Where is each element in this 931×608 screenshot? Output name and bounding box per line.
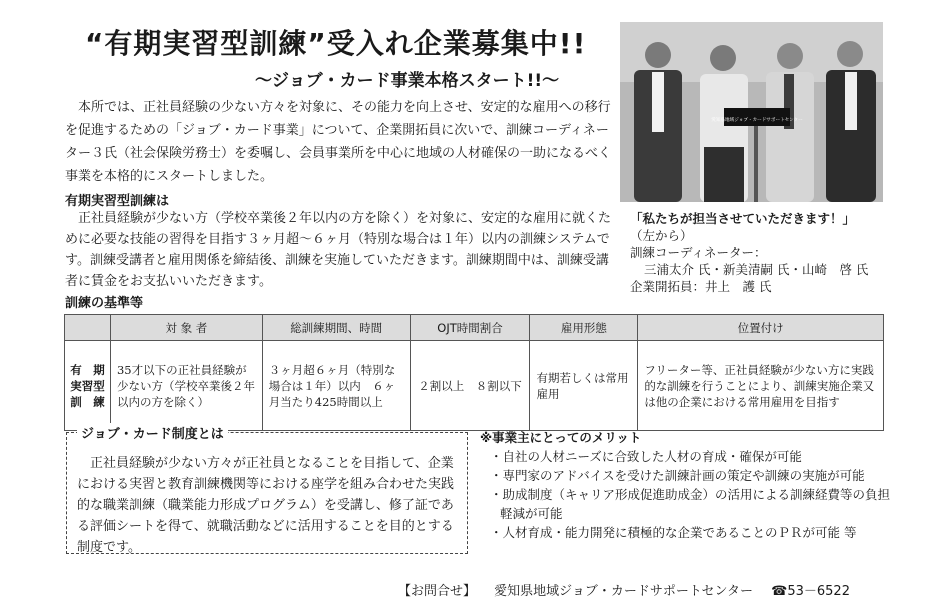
page-subtitle: ～ジョブ・カード事業本格スタート!!～ xyxy=(255,71,560,91)
table-header-cell: 対 象 者 xyxy=(110,315,262,341)
table-row-label xyxy=(65,341,111,431)
caption-line: 企業開拓員：井上 護 氏 xyxy=(630,279,772,294)
staff-photo xyxy=(620,22,883,202)
criteria-table xyxy=(64,314,884,431)
caption-line: 三浦太介 氏・新美清嗣 氏・山崎 啓 氏 xyxy=(644,262,869,277)
jobcard-box-text: 正社員経験が少ない方々が正社員となることを目指して、企業における実習と教育訓練機関等における座学を組み合わせた実践的な職業訓練（職業能力形成プログラム）を受講し、修了証である評価シートを得て、就職活動などに活用することを目的とする制度です。 xyxy=(77,456,455,555)
table-cell: ２割以上 ８割以下 xyxy=(410,341,530,431)
intro-paragraph: 本所では、正社員経験の少ない方々を対象に、その能力を向上させ、安定的な雇用への移行を促進するための「ジョブ・カード事業」について、企業開拓員に次いで、訓練コーディネーター３氏（社会保険労務士）を委嘱し、会員事業所を中心に地域の人材確保の一助になるべく事業を本格的にスタートしました。 xyxy=(65,100,612,184)
contact-label: 【お問合せ】 xyxy=(398,584,477,599)
table-cell: ３ヶ月超６ヶ月（特別な場合は１年）以内 ６ヶ月当たり425時間以上 xyxy=(262,341,410,431)
table-header-cell: OJT時間割合 xyxy=(410,315,530,341)
table-header-cell: 総訓練期間、時間 xyxy=(262,315,410,341)
table-header-cell: 位置付け xyxy=(638,315,884,341)
sign-text: 愛知県地域ジョブ・カードサポートセンター xyxy=(711,118,803,123)
list-item: ・ 専門家のアドバイスを受けた訓練計画の策定や訓練の実施が可能 xyxy=(480,466,900,485)
contact-info xyxy=(398,580,864,599)
contact-phone: ☎53－6522 xyxy=(771,584,850,599)
table-cell: 35才以下の正社員経験が少ない方（学校卒業後２年以内の方を除く） xyxy=(110,341,262,431)
row-label-line: 実習型 xyxy=(70,378,105,393)
table-row xyxy=(65,341,884,431)
caption-line: 訓練コーディネーター： xyxy=(630,245,767,260)
training-description: 正社員経験が少ない方（学校卒業後２年以内の方を除く）を対象に、安定的な雇用に就くために必要な技能の習得を目指す３ヶ月超～６ヶ月（特別な場合は１年）以内の訓練システムです。訓練受講者と雇用関係を締結後、訓練を実施していただきます。訓練期間中は、訓練受講者に賃金をお支払いいただきます。 xyxy=(65,211,612,289)
list-item: ・ 助成制度（キャリア形成促進助成金）の活用による訓練経費等の負担軽減が可能 xyxy=(480,485,900,523)
section-heading-criteria: 訓練の基準等 xyxy=(65,296,144,311)
table-cell: 有期若しくは常用雇用 xyxy=(530,341,638,431)
section-heading-training: 有期実習型訓練は xyxy=(65,194,170,209)
merits-list xyxy=(480,447,900,542)
merits-title: ※事業主にとってのメリット xyxy=(480,430,642,445)
row-label-line: 有 期 xyxy=(70,362,105,377)
caption-line: （左から） xyxy=(630,228,693,243)
list-item: ・ 自社の人材ニーズに合致した人材の育成・確保が可能 xyxy=(480,447,900,466)
photo-caption xyxy=(630,210,900,295)
jobcard-box-title: ジョブ・カード制度とは xyxy=(77,423,228,442)
jobcard-definition-box xyxy=(66,427,468,555)
row-label-line: 訓 練 xyxy=(70,394,105,409)
staff-photo-illustration xyxy=(620,22,883,202)
table-cell: フリーター等、正社員経験が少ない方に実践的な訓練を行うことにより、訓練実施企業又は他の企業における常用雇用を目指す xyxy=(638,341,884,431)
employer-merits xyxy=(480,428,900,542)
table-header-row xyxy=(65,315,884,341)
table-header-cell: 雇用形態 xyxy=(530,315,638,341)
table-header-corner xyxy=(65,315,111,341)
contact-organization: 愛知県地域ジョブ・カードサポートセンター xyxy=(494,584,753,599)
list-item: ・ 人材育成・能力開発に積極的な企業であることのＰＲが可能 等 xyxy=(480,523,900,542)
page-title: “有期実習型訓練”受入れ企業募集中!! xyxy=(85,27,587,60)
caption-title: 「私たちが担当させていただきます！」 xyxy=(630,211,856,226)
